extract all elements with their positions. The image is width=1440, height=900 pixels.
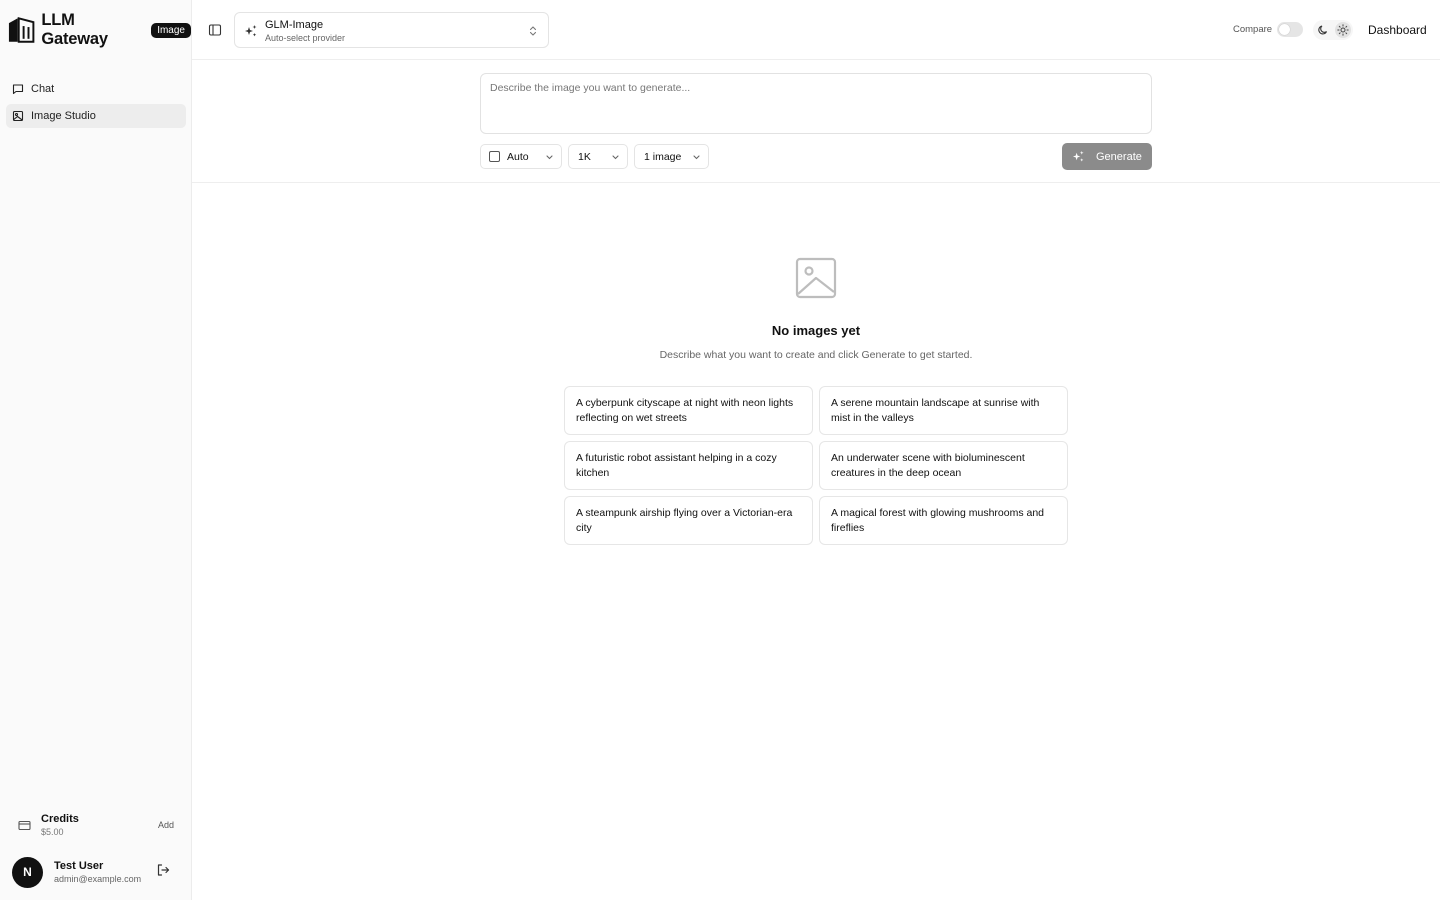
suggestion-card[interactable]: A serene mountain landscape at sunrise with mist in the valleys bbox=[819, 386, 1068, 435]
chevron-down-icon bbox=[545, 153, 554, 162]
sidebar-item-label: Chat bbox=[31, 83, 55, 95]
dashboard-link[interactable]: Dashboard bbox=[1368, 23, 1427, 37]
sidebar-toggle-icon[interactable] bbox=[208, 23, 222, 37]
aspect-ratio-value: Auto bbox=[507, 150, 529, 163]
model-provider: Auto-select provider bbox=[265, 33, 346, 43]
sparkles-icon bbox=[1072, 150, 1085, 163]
chevron-down-icon bbox=[692, 153, 701, 162]
model-select[interactable] bbox=[234, 12, 549, 48]
suggestion-card[interactable]: A cyberpunk cityscape at night with neon lights reflecting on wet streets bbox=[564, 386, 813, 435]
generate-label: Generate bbox=[1096, 150, 1142, 163]
top-header bbox=[192, 0, 1440, 60]
add-credits-button[interactable]: Add bbox=[157, 820, 174, 830]
empty-state-title: No images yet bbox=[771, 323, 861, 338]
sidebar-item-image-studio[interactable] bbox=[6, 104, 186, 128]
sun-icon bbox=[1337, 24, 1349, 36]
image-count-value: 1 image bbox=[644, 150, 682, 163]
sun-button[interactable] bbox=[1335, 22, 1351, 38]
sidebar-nav bbox=[6, 77, 186, 131]
avatar[interactable]: N bbox=[12, 857, 43, 888]
sidebar-item-label: Image Studio bbox=[31, 110, 96, 122]
chevron-down-icon bbox=[611, 153, 620, 162]
user-email: admin@example.com bbox=[54, 874, 142, 884]
brand-badge: Image bbox=[151, 23, 191, 38]
suggestion-card[interactable]: A futuristic robot assistant helping in a cozy kitchen bbox=[564, 441, 813, 490]
user-panel bbox=[12, 854, 180, 890]
logout-icon[interactable] bbox=[156, 863, 170, 877]
compare-label: Compare bbox=[1233, 24, 1273, 35]
resolution-select[interactable] bbox=[568, 144, 628, 169]
credit-card-icon bbox=[18, 819, 31, 832]
image-icon bbox=[12, 110, 24, 122]
aspect-ratio-select[interactable] bbox=[480, 144, 562, 169]
suggestion-card[interactable]: A steampunk airship flying over a Victorian-era city bbox=[564, 496, 813, 545]
aspect-square-icon bbox=[489, 151, 500, 162]
image-count-select[interactable] bbox=[634, 144, 709, 169]
sidebar bbox=[0, 0, 192, 900]
suggestion-card[interactable]: An underwater scene with bioluminescent creatures in the deep ocean bbox=[819, 441, 1068, 490]
brand[interactable] bbox=[6, 11, 191, 49]
toggle-knob bbox=[1279, 24, 1290, 35]
credits-amount: $5.00 bbox=[41, 827, 64, 837]
model-name: GLM-Image bbox=[265, 19, 324, 31]
theme-switch[interactable] bbox=[1313, 20, 1353, 40]
llm-gateway-logo-icon bbox=[6, 15, 35, 45]
chat-bubble-icon bbox=[12, 83, 24, 95]
moon-icon bbox=[1317, 24, 1329, 36]
sparkles-icon bbox=[244, 24, 258, 38]
suggestion-card[interactable]: A magical forest with glowing mushrooms and fireflies bbox=[819, 496, 1068, 545]
credits-label: Credits bbox=[41, 813, 79, 825]
composer bbox=[192, 61, 1440, 183]
chevron-up-down-icon bbox=[527, 25, 539, 37]
sidebar-item-chat[interactable] bbox=[6, 77, 186, 101]
credits-panel bbox=[12, 808, 180, 842]
empty-state-description: Describe what you want to create and click Generate to get started. bbox=[659, 349, 973, 361]
prompt-input[interactable] bbox=[480, 73, 1152, 134]
compare-toggle[interactable] bbox=[1277, 22, 1303, 37]
resolution-value: 1K bbox=[578, 150, 591, 163]
generate-button[interactable] bbox=[1062, 143, 1152, 170]
image-placeholder-icon bbox=[794, 256, 838, 300]
brand-name: LLM Gateway bbox=[41, 11, 108, 48]
user-name: Test User bbox=[54, 860, 104, 872]
